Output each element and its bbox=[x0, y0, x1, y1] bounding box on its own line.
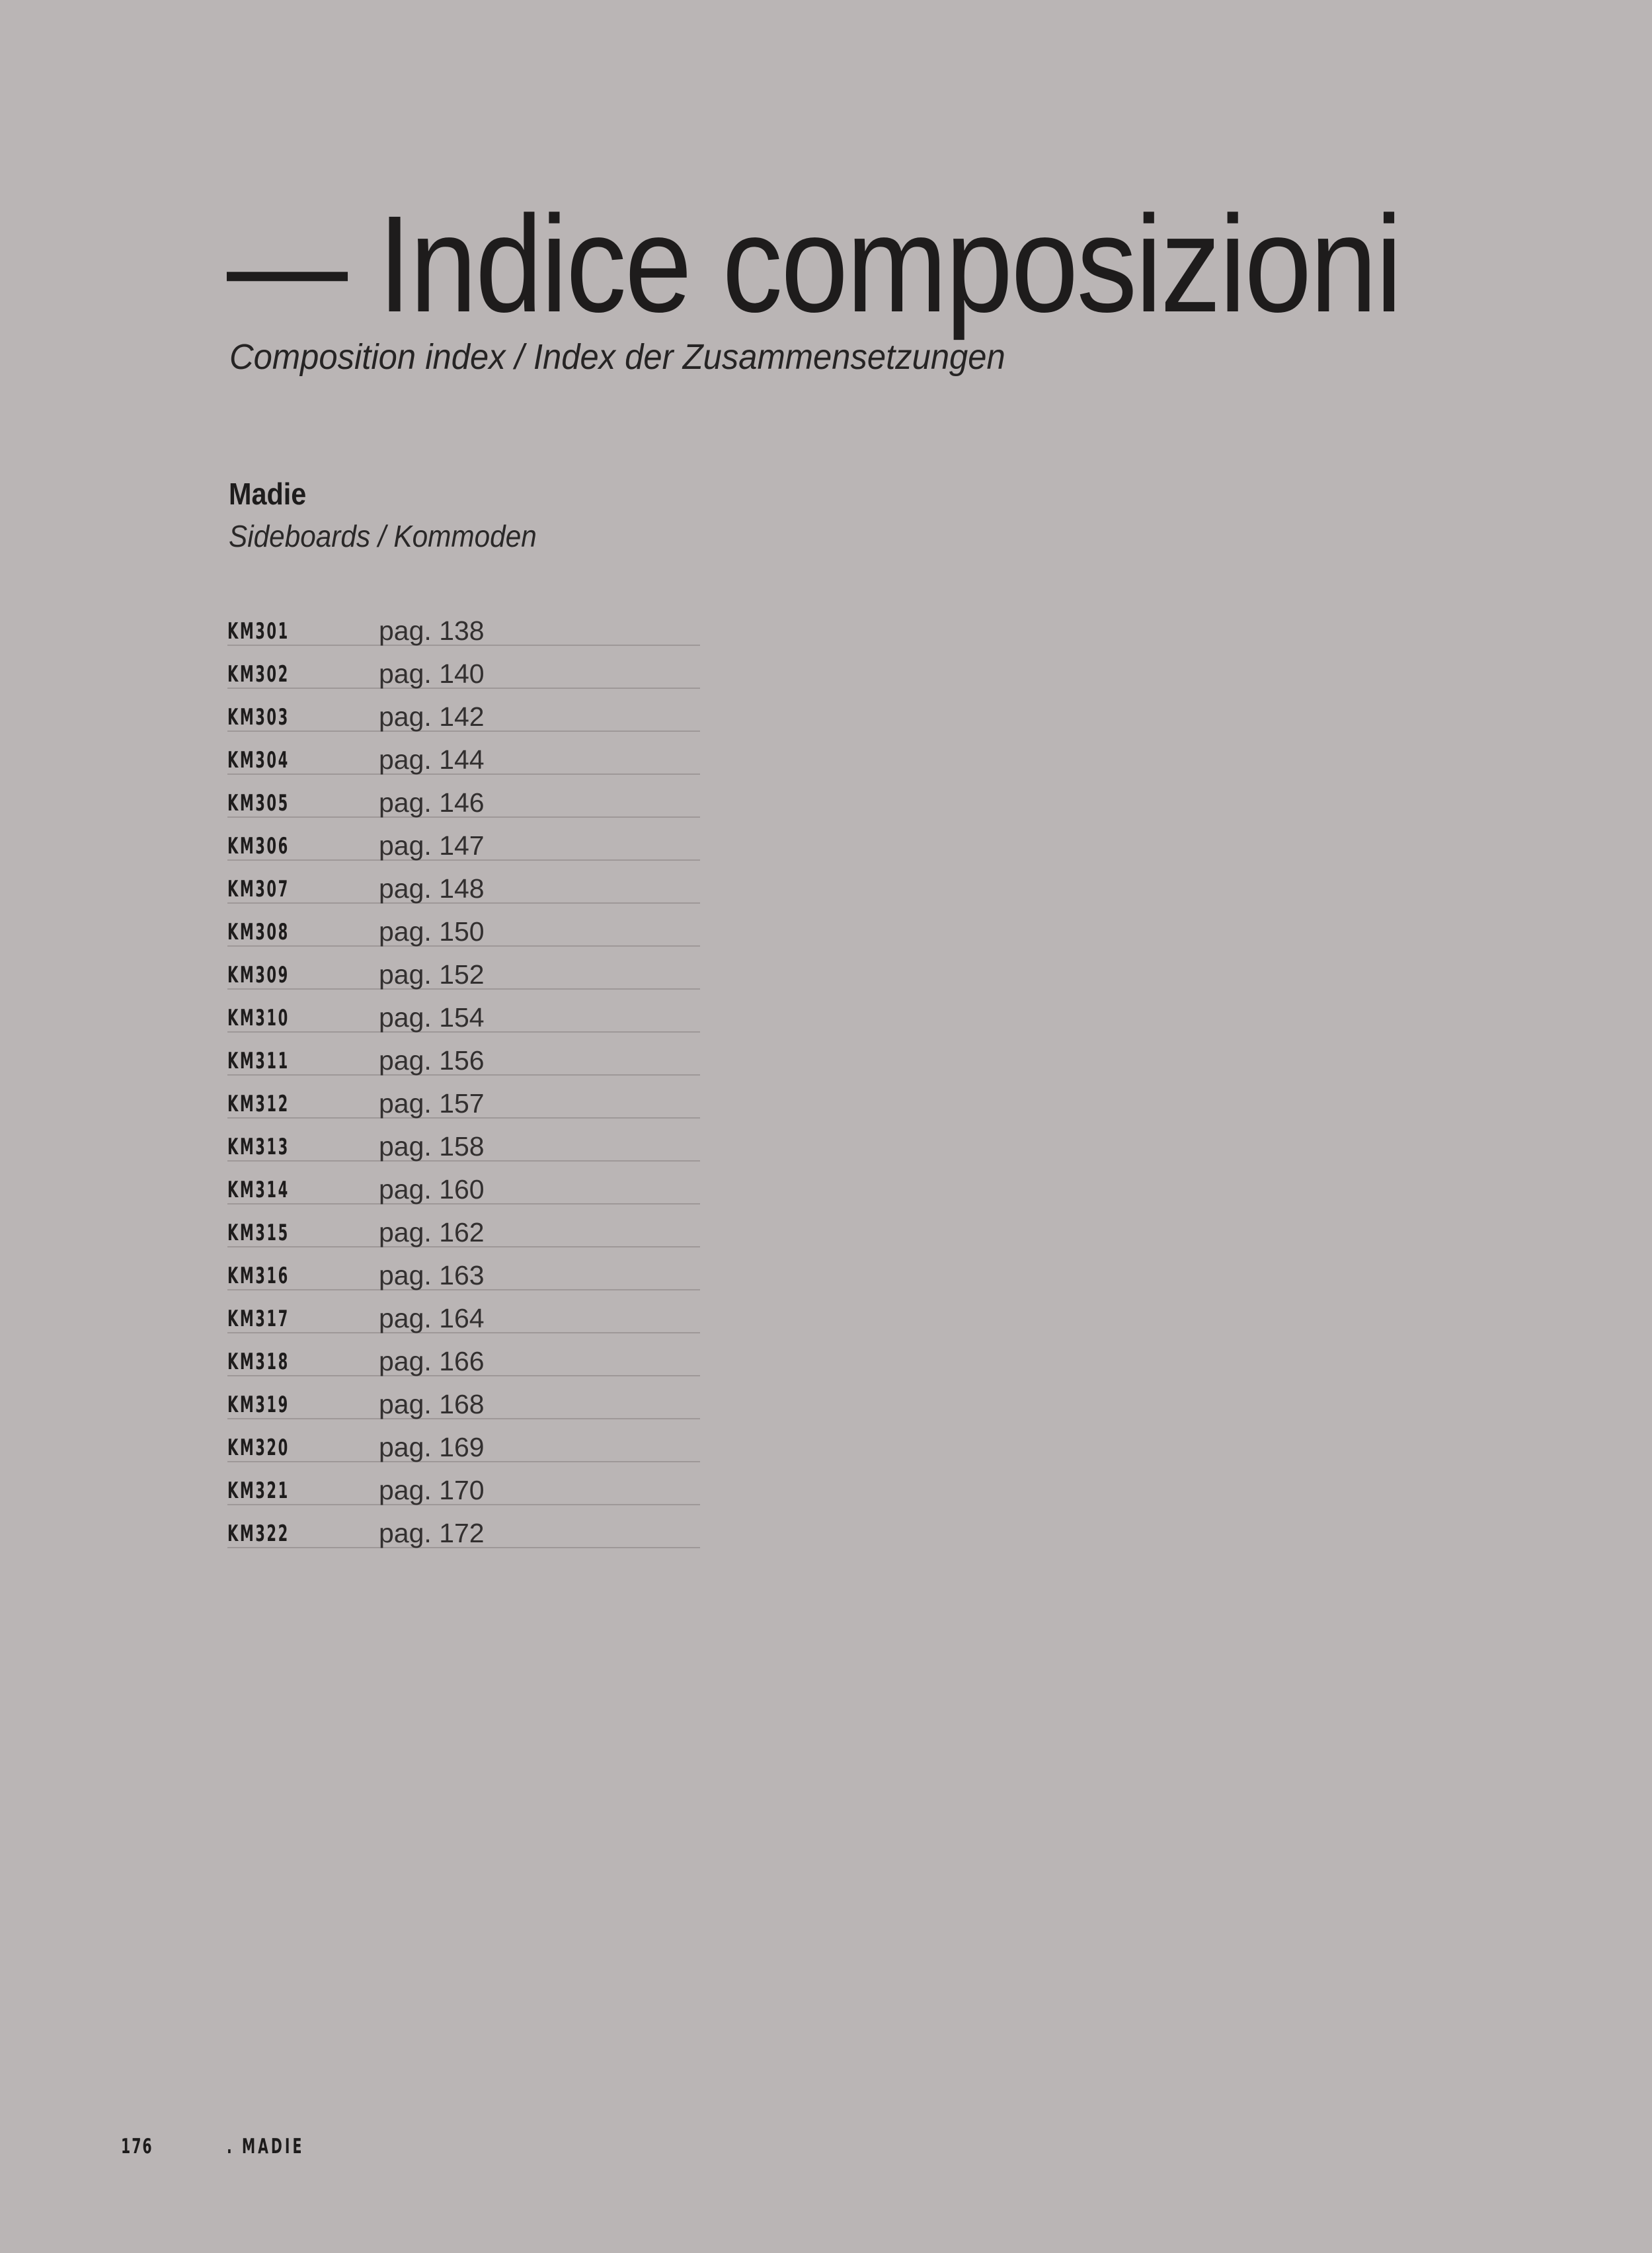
index-row bbox=[227, 646, 700, 689]
index-row bbox=[227, 1419, 700, 1462]
page-reference: pag. 158 bbox=[379, 1131, 485, 1162]
index-row bbox=[227, 861, 700, 904]
composition-code: KM314 bbox=[227, 1177, 290, 1203]
page-reference: pag. 146 bbox=[379, 787, 485, 818]
footer-section-label: . MADIE bbox=[227, 2135, 305, 2158]
page-reference: pag. 168 bbox=[379, 1389, 485, 1419]
index-row bbox=[227, 990, 700, 1033]
index-row bbox=[227, 1462, 700, 1505]
index-row bbox=[227, 1333, 700, 1376]
composition-code: KM315 bbox=[227, 1220, 290, 1246]
composition-code: KM322 bbox=[227, 1521, 290, 1547]
index-row bbox=[227, 689, 700, 732]
page-reference: pag. 162 bbox=[379, 1217, 485, 1247]
page-reference: pag. 166 bbox=[379, 1346, 485, 1376]
index-row bbox=[227, 1247, 700, 1290]
index-row bbox=[227, 818, 700, 861]
page-reference: pag. 164 bbox=[379, 1303, 485, 1333]
composition-index-list bbox=[227, 603, 700, 1548]
page-reference: pag. 147 bbox=[379, 830, 485, 861]
composition-code: KM319 bbox=[227, 1392, 290, 1418]
composition-code: KM321 bbox=[227, 1478, 290, 1504]
composition-code: KM312 bbox=[227, 1091, 290, 1117]
index-row bbox=[227, 1076, 700, 1119]
composition-code: KM304 bbox=[227, 747, 290, 773]
index-row bbox=[227, 603, 700, 646]
page-reference: pag. 163 bbox=[379, 1260, 485, 1290]
page-subtitle: Composition index / Index der Zusammensetzungen bbox=[229, 337, 1005, 377]
composition-code: KM303 bbox=[227, 704, 290, 731]
composition-code: KM311 bbox=[227, 1048, 290, 1074]
page-reference: pag. 142 bbox=[379, 701, 485, 732]
composition-code: KM301 bbox=[227, 618, 290, 645]
page-reference: pag. 170 bbox=[379, 1475, 485, 1505]
page-reference: pag. 140 bbox=[379, 658, 485, 689]
page-reference: pag. 172 bbox=[379, 1518, 485, 1548]
page-reference: pag. 138 bbox=[379, 615, 485, 646]
composition-code: KM313 bbox=[227, 1134, 290, 1160]
section-title: Madie bbox=[229, 477, 307, 511]
index-row bbox=[227, 1505, 700, 1548]
composition-code: KM306 bbox=[227, 833, 290, 859]
index-row bbox=[227, 1205, 700, 1247]
index-row bbox=[227, 732, 700, 775]
composition-code: KM318 bbox=[227, 1349, 290, 1375]
page-reference: pag. 148 bbox=[379, 873, 485, 904]
page-title: — Indice composizioni bbox=[227, 188, 1401, 341]
page-reference: pag. 169 bbox=[379, 1432, 485, 1462]
index-row bbox=[227, 1162, 700, 1205]
page-reference: pag. 156 bbox=[379, 1045, 485, 1076]
index-row bbox=[227, 775, 700, 818]
index-row bbox=[227, 1376, 700, 1419]
composition-code: KM316 bbox=[227, 1263, 290, 1289]
index-row bbox=[227, 1033, 700, 1076]
page-reference: pag. 150 bbox=[379, 916, 485, 947]
index-row bbox=[227, 1119, 700, 1162]
composition-code: KM317 bbox=[227, 1306, 290, 1332]
page-reference: pag. 160 bbox=[379, 1174, 485, 1205]
composition-code: KM309 bbox=[227, 962, 290, 988]
section-subtitle: Sideboards / Kommoden bbox=[229, 519, 537, 553]
page-reference: pag. 144 bbox=[379, 744, 485, 775]
composition-code: KM307 bbox=[227, 876, 290, 902]
page-reference: pag. 152 bbox=[379, 959, 485, 990]
composition-code: KM305 bbox=[227, 790, 290, 816]
composition-code: KM310 bbox=[227, 1005, 290, 1031]
composition-code: KM308 bbox=[227, 919, 290, 945]
index-row bbox=[227, 1290, 700, 1333]
index-row bbox=[227, 947, 700, 990]
composition-code: KM302 bbox=[227, 661, 290, 688]
index-row bbox=[227, 904, 700, 947]
page-reference: pag. 154 bbox=[379, 1002, 485, 1033]
composition-code: KM320 bbox=[227, 1435, 290, 1461]
page-reference: pag. 157 bbox=[379, 1088, 485, 1119]
footer-page-number: 176 bbox=[121, 2135, 153, 2158]
